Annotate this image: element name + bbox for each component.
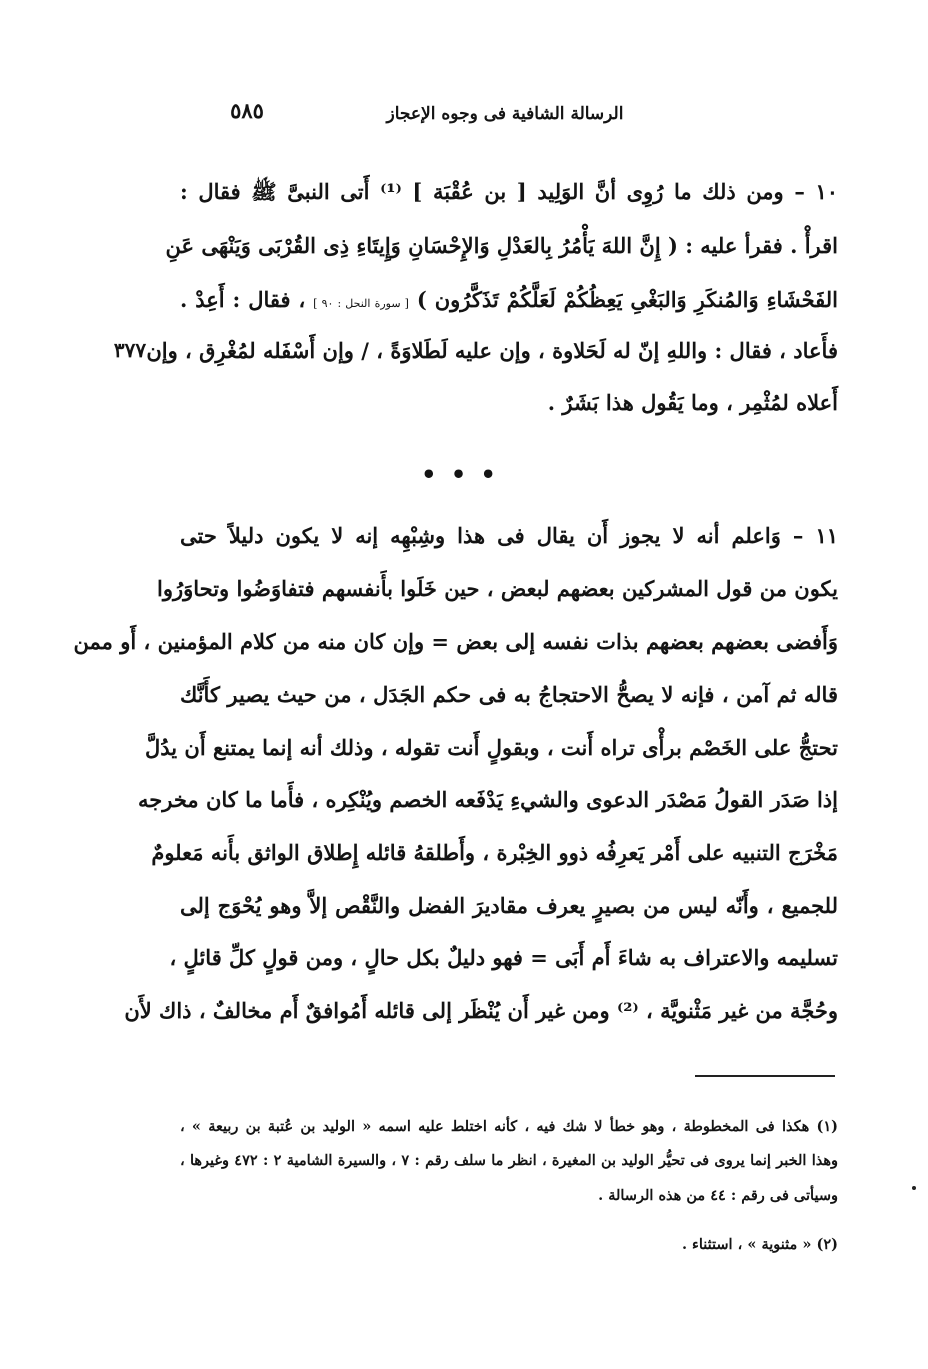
- p10-line-3-tail: ، فقال : أَعِدْ .: [180, 287, 306, 312]
- p11-line-7: مَخْرَج التنبيه على أَمْر يَعرِفُه ذوو الخِبْرة ، وأَطلقهُ قائله إِطلاق الواثق بأَنه مَعلومٌ: [151, 840, 838, 865]
- p11-line-2: يكون من قول المشركين بعضهم لبعض ، حين خَلَوا بأَنفسهم فتفاوَضُوا وتحاوَرُوا: [156, 576, 838, 601]
- quran-reference: [ سورة النحل : ٩٠ ]: [313, 297, 409, 310]
- p11-line-10: وحُجَّة من غير مَثْنويَّة ، ⁽²⁾ ومن غير أَن يُنْظَر إلى قائله أَمُوافقٌ أَم مخالفٌ ، ذاك لأَن: [124, 998, 838, 1023]
- p10-line-3: [180, 286, 838, 316]
- p11-line-3: وَأَفضى بعضهم بعضهم بذات نفسه إلى بعض = وإن كان منه من كلام المؤمنين ، أَو ممن: [73, 629, 838, 654]
- footnote-rule: [695, 1075, 835, 1077]
- section-separator: • • •: [421, 460, 499, 489]
- p10-line-2: اقرأْ . فقرأ عليه : ( إِنَّ اللهَ يَأْمُرُ بِالعَدْلِ وَالإِحْسَانِ وَإِيتَاءِ ذِى القُرْبَى وَيَنْهَى عَنِ: [165, 233, 838, 258]
- footnote-1-line-2: وهذا الخبر إنما يروى فى تحيُّر الوليد بن المغيرة ، انظر ما سلف رقم : ٧ ، والسيرة الشامية ٢ : ٤٧٢ وغيرها ،: [180, 1152, 839, 1169]
- running-header-title: الرسالة الشافية فى وجوه الإعجاز: [386, 104, 624, 124]
- p10-line-1: ١٠ – ومن ذلك ما رُوِى أنَّ الوَلِيد [ بن عُقْبَة ] ⁽¹⁾ أَتى النبىَّ ﷺ فقال :: [180, 179, 838, 204]
- footnote-1-line-3: وسيأتى فى رقم : ٤٤ من هذه الرسالة .: [598, 1187, 838, 1204]
- footnote-2: (٢) « مثنوية » ، استثناء .: [681, 1236, 838, 1253]
- p11-line-9: تسليمه والاعتراف به شاءَ أَم أَبَى = فهو دليلٌ بكل حالٍ ، ومن قولٍ كلِّ قائلٍ ،: [169, 945, 838, 970]
- p10-line-4: فأَعاد ، فقال : واللهِ إنّ له لَحَلاوة ، وإن عليه لَطَلاوَةً ، / وإن أَسْفَله لمُغْرِق ، وإن: [146, 338, 838, 363]
- p11-line-6: إذا صَدَر القولُ مَصْدَر الدعوى والشيءِ يَدْفَعه الخصم ويُنْكِره ، فأَما ما كان مخرجه: [138, 787, 838, 812]
- p11-line-8: للجميع ، وأَنّه ليس من بصيرٍ يعرف مقاديرَ الفضل والنَّقْص إلاَّ وهو يُحْوَج إلى: [180, 893, 839, 918]
- scan-speck: [912, 1186, 916, 1190]
- footnote-1-line-1: (١) هكذا فى المخطوطة ، وهو خطأ لا شك فيه ، كأنه اختلط عليه اسمه « الوليد بن عُتبة بن ربيعة » ،: [180, 1118, 838, 1135]
- p11-line-5: تحتجُّ على الخَصْم برأْى تراه أَنت ، وبقولٍ أَنت تقوله ، وذلك أنه إنما يمتنع أَن يدُلَّ: [144, 735, 838, 760]
- p10-line-5: أَعلاه لمُثْمِر ، وما يَقُول هذا بَشَرٌ .: [547, 390, 838, 415]
- margin-page-number: ٣٧٧: [113, 338, 147, 362]
- page-number: ٥٨٥: [230, 98, 264, 123]
- p11-line-4: قاله ثم آمن ، فإنه لا يصحُّ الاحتجاجُ به فى حكم الجَدَل ، من حيث يصير كأَنَّك: [180, 682, 838, 707]
- p11-line-1: ١١ – وَاعلم أنه لا يجوز أَن يقال فى هذا وشِبْهِه إنه لا يكون دليلاً حتى: [180, 523, 838, 548]
- p10-line-3-verse: الفَحْشَاءِ وَالمُنكَرِ وَالبَغْىِ يَعِظُكُمْ لَعَلَّكُمْ تَذَكَّرُون ): [416, 287, 838, 312]
